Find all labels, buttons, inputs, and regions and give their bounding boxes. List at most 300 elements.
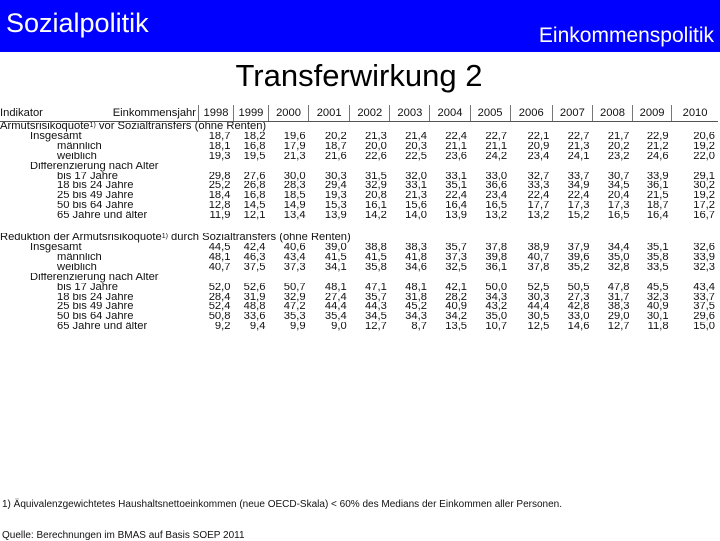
value-cell	[233, 273, 268, 283]
year-header: 2000	[268, 105, 308, 122]
value-cell: 32,9	[365, 181, 387, 192]
value-cell: 42,1	[445, 282, 468, 293]
value-cell: 30,5	[527, 312, 550, 323]
value-cell: 34,9	[567, 181, 590, 192]
value-cell: 21,1	[485, 141, 508, 152]
row-label: weiblich	[57, 262, 97, 273]
value-cell: 13,9	[324, 211, 347, 222]
value-cell: 33,3	[527, 181, 550, 192]
value-cell: 21,1	[445, 141, 468, 152]
value-cell: 20,2	[607, 141, 630, 152]
value-cell: 41,8	[405, 252, 427, 263]
value-cell: 38,8	[365, 242, 387, 253]
value-cell: 50,7	[283, 282, 306, 293]
value-cell: 32,9	[283, 292, 306, 303]
value-cell: 14,9	[283, 201, 306, 212]
value-cell: 29,6	[693, 312, 715, 323]
value-cell: 18,5	[283, 191, 306, 202]
value-cell	[633, 273, 672, 283]
value-cell: 41,5	[324, 252, 347, 263]
value-cell: 22,4	[527, 191, 550, 202]
value-cell	[470, 273, 510, 283]
row-label: 18 bis 24 Jahre	[57, 292, 134, 303]
value-cell: 40,9	[646, 302, 669, 313]
value-cell: 14,2	[365, 211, 387, 222]
header-label-cell	[0, 105, 199, 122]
table-row	[0, 243, 718, 253]
value-cell: 31,8	[405, 292, 427, 303]
value-cell: 27,3	[567, 292, 590, 303]
value-cell: 35,0	[607, 252, 630, 263]
table-row	[0, 312, 718, 322]
value-cell: 37,5	[243, 262, 266, 273]
section-title	[0, 122, 718, 132]
value-cell	[430, 162, 470, 172]
year-header: 2006	[510, 105, 552, 122]
value-cell	[672, 273, 718, 283]
value-cell: 33,0	[485, 171, 508, 182]
value-cell: 29,1	[693, 171, 715, 182]
table-row	[0, 181, 718, 191]
value-cell: 35,8	[365, 262, 387, 273]
value-cell: 20,0	[365, 141, 387, 152]
value-cell: 21,3	[365, 131, 387, 142]
value-cell: 11,9	[209, 211, 231, 222]
value-cell: 21,2	[646, 141, 669, 152]
section-title-row	[0, 233, 718, 243]
value-cell: 50,8	[208, 312, 231, 323]
table-row	[0, 263, 718, 273]
value-cell: 31,9	[243, 292, 266, 303]
year-header: 2010	[672, 105, 718, 122]
table-row	[0, 142, 718, 152]
value-cell: 13,9	[445, 211, 468, 222]
value-cell: 23,6	[445, 151, 468, 162]
value-cell: 35,7	[365, 292, 387, 303]
value-cell: 18,4	[208, 191, 231, 202]
footnote-marker: 1)	[161, 233, 168, 241]
value-cell: 22,4	[567, 191, 590, 202]
row-label: 50 bis 64 Jahre	[57, 201, 134, 212]
value-cell: 16,7	[693, 211, 715, 222]
value-cell: 40,7	[208, 262, 231, 273]
section-title	[0, 233, 718, 243]
value-cell: 9,0	[331, 322, 347, 333]
row-label: Differenzierung nach Alter	[30, 272, 159, 283]
value-cell: 16,1	[365, 201, 387, 212]
value-cell: 23,4	[527, 151, 550, 162]
row-label: 18 bis 24 Jahre	[57, 181, 134, 192]
section-title-row	[0, 122, 718, 132]
table-row	[0, 302, 718, 312]
value-cell: 34,3	[485, 292, 508, 303]
value-cell: 45,2	[405, 302, 427, 313]
row-label: männlich	[57, 252, 102, 263]
value-cell: 18,2	[243, 131, 266, 142]
value-cell: 20,4	[607, 191, 630, 202]
value-cell: 35,0	[485, 312, 508, 323]
table-row	[0, 293, 718, 303]
value-cell: 29,4	[324, 181, 347, 192]
value-cell: 44,3	[365, 302, 387, 313]
value-cell: 24,6	[646, 151, 669, 162]
year-header: 2005	[470, 105, 510, 122]
header-row	[0, 105, 718, 122]
value-cell: 35,1	[646, 242, 669, 253]
value-cell: 24,1	[567, 151, 590, 162]
value-cell: 9,4	[249, 322, 266, 333]
value-cell: 21,3	[405, 191, 427, 202]
value-cell: 19,2	[693, 141, 715, 152]
value-cell: 22,4	[445, 131, 468, 142]
value-cell: 35,2	[567, 262, 590, 273]
value-cell: 34,4	[607, 242, 630, 253]
value-cell: 26,8	[243, 181, 266, 192]
value-cell: 22,5	[405, 151, 427, 162]
value-cell: 18,1	[208, 141, 231, 152]
year-label: Einkommensjahr	[112, 107, 197, 119]
value-cell: 32,8	[607, 262, 630, 273]
value-cell: 52,5	[527, 282, 550, 293]
value-cell: 22,4	[445, 191, 468, 202]
value-cell: 33,9	[693, 252, 715, 263]
section-title-rest: vor Sozialtransfers (ohne Renten)	[95, 121, 267, 132]
value-cell: 17,7	[527, 201, 550, 212]
value-cell: 21,5	[646, 191, 669, 202]
value-cell: 37,8	[485, 242, 508, 253]
value-cell: 16,8	[243, 191, 266, 202]
value-cell: 16,5	[607, 211, 630, 222]
section-title-text: Armutsrisikoquote	[0, 121, 90, 132]
value-cell: 44,5	[208, 242, 231, 253]
table-row	[0, 211, 718, 221]
value-cell: 37,3	[283, 262, 306, 273]
value-cell: 32,6	[693, 242, 715, 253]
value-cell: 17,3	[607, 201, 630, 212]
value-cell: 52,0	[208, 282, 231, 293]
value-cell: 22,0	[693, 151, 715, 162]
year-header: 2003	[390, 105, 430, 122]
value-cell: 43,4	[693, 282, 715, 293]
value-cell: 44,4	[527, 302, 550, 313]
value-cell: 31,7	[607, 292, 630, 303]
row-label: 25 bis 49 Jahre	[57, 302, 134, 313]
value-cell	[470, 162, 510, 172]
row-label: 65 Jahre und älter	[57, 211, 148, 222]
value-cell: 34,5	[365, 312, 387, 323]
value-cell: 20,8	[365, 191, 387, 202]
spacer-row	[0, 221, 718, 233]
value-cell: 22,7	[567, 131, 590, 142]
value-cell	[672, 162, 718, 172]
value-cell: 39,8	[485, 252, 508, 263]
section-title-rest: durch Sozialtransfers (ohne Renten)	[167, 233, 351, 243]
value-cell: 21,6	[324, 151, 347, 162]
year-header: 2009	[633, 105, 672, 122]
value-cell: 46,3	[243, 252, 266, 263]
value-cell: 19,2	[693, 191, 715, 202]
value-cell	[309, 273, 350, 283]
value-cell: 33,7	[567, 171, 590, 182]
year-header: 2004	[430, 105, 470, 122]
value-cell: 37,5	[693, 302, 715, 313]
year-header: 2002	[350, 105, 390, 122]
row-label: weiblich	[57, 151, 97, 162]
value-cell: 22,7	[485, 131, 508, 142]
value-cell: 19,3	[208, 151, 231, 162]
value-cell: 14,0	[405, 211, 427, 222]
value-cell: 28,2	[445, 292, 468, 303]
value-cell: 33,9	[646, 171, 669, 182]
value-cell: 40,7	[527, 252, 550, 263]
value-cell: 34,3	[405, 312, 427, 323]
value-cell: 40,9	[445, 302, 468, 313]
value-cell	[592, 273, 632, 283]
value-cell: 42,8	[567, 302, 590, 313]
section-title: Sozialpolitik	[6, 8, 149, 38]
value-cell: 30,0	[283, 171, 306, 182]
value-cell: 27,4	[324, 292, 347, 303]
value-cell: 33,1	[445, 171, 468, 182]
value-cell: 17,3	[567, 201, 590, 212]
value-cell: 15,6	[405, 201, 427, 212]
value-cell: 19,6	[283, 131, 306, 142]
value-cell: 16,4	[445, 201, 468, 212]
value-cell	[390, 162, 430, 172]
value-cell: 45,5	[646, 282, 669, 293]
value-cell: 23,2	[607, 151, 630, 162]
header-bar	[0, 0, 720, 52]
value-cell: 44,4	[324, 302, 347, 313]
value-cell: 30,2	[693, 181, 715, 192]
value-cell: 30,1	[646, 312, 669, 323]
value-cell: 50,5	[567, 282, 590, 293]
value-cell: 25,2	[208, 181, 231, 192]
value-cell: 35,8	[646, 252, 669, 263]
value-cell: 21,7	[607, 131, 630, 142]
value-cell: 47,2	[283, 302, 306, 313]
value-cell	[199, 273, 234, 283]
footnote: 1) Äquivalenzgewichtetes Haushaltsnettoeinkommen (neue OECD-Skala) < 60% des Medians der Einkommen aller Personen.	[2, 499, 563, 510]
value-cell: 34,1	[324, 262, 347, 273]
value-cell: 14,5	[243, 201, 266, 212]
value-cell: 33,1	[405, 181, 427, 192]
value-cell: 38,3	[405, 242, 427, 253]
value-cell: 30,3	[324, 171, 347, 182]
value-cell: 38,9	[527, 242, 550, 253]
value-cell: 29,0	[607, 312, 630, 323]
table-row	[0, 132, 718, 142]
table-row	[0, 172, 718, 182]
row-label: 65 Jahre und älter	[57, 322, 148, 333]
value-cell: 19,3	[324, 191, 347, 202]
value-cell	[552, 162, 592, 172]
value-cell: 16,5	[485, 201, 508, 212]
value-cell	[268, 273, 308, 283]
value-cell: 27,6	[243, 171, 266, 182]
year-header: 2001	[309, 105, 350, 122]
value-cell: 33,5	[646, 262, 669, 273]
value-cell: 12,5	[527, 322, 550, 333]
value-cell: 33,7	[693, 292, 715, 303]
value-cell: 13,2	[527, 211, 550, 222]
table-row	[0, 322, 718, 332]
value-cell: 9,2	[214, 322, 231, 333]
year-header: 1999	[233, 105, 268, 122]
value-cell: 37,9	[567, 242, 590, 253]
value-cell: 17,9	[283, 141, 306, 152]
value-cell: 52,6	[243, 282, 266, 293]
row-label: männlich	[57, 141, 102, 152]
value-cell: 30,3	[527, 292, 550, 303]
value-cell: 33,0	[567, 312, 590, 323]
section-title-text: Reduktion der Armutsrisikoquote	[0, 233, 162, 243]
value-cell: 47,1	[365, 282, 387, 293]
year-header: 1998	[199, 105, 234, 122]
value-cell: 15,0	[693, 322, 715, 333]
value-cell: 9,9	[290, 322, 306, 333]
value-cell: 42,4	[243, 242, 266, 253]
value-cell: 39,0	[324, 242, 347, 253]
value-cell: 17,2	[693, 201, 715, 212]
value-cell: 29,8	[208, 171, 231, 182]
value-cell: 34,6	[405, 262, 427, 273]
value-cell: 12,1	[243, 211, 266, 222]
table-row	[0, 191, 718, 201]
value-cell: 13,2	[485, 211, 508, 222]
value-cell: 37,3	[445, 252, 468, 263]
table-row	[0, 201, 718, 211]
value-cell	[510, 273, 552, 283]
value-cell: 48,8	[243, 302, 266, 313]
table-row	[0, 152, 718, 162]
value-cell: 11,8	[647, 322, 669, 333]
value-cell: 43,4	[283, 252, 306, 263]
row-label: bis 17 Jahre	[57, 171, 118, 182]
year-header: 2008	[592, 105, 632, 122]
value-cell	[510, 162, 552, 172]
value-cell: 40,6	[283, 242, 306, 253]
value-cell: 34,2	[445, 312, 468, 323]
value-cell	[592, 162, 632, 172]
value-cell	[350, 273, 390, 283]
value-cell: 31,5	[365, 171, 387, 182]
value-cell: 39,6	[567, 252, 590, 263]
value-cell: 32,0	[405, 171, 427, 182]
subsection-title: Einkommenspolitik	[538, 24, 714, 47]
value-cell: 18,7	[646, 201, 669, 212]
value-cell	[390, 273, 430, 283]
value-cell: 10,7	[485, 322, 508, 333]
row-label: bis 17 Jahre	[57, 282, 118, 293]
row-label: Differenzierung nach Alter	[30, 161, 159, 172]
value-cell: 32,3	[646, 292, 669, 303]
value-cell: 12,7	[365, 322, 387, 333]
value-cell: 32,3	[693, 262, 715, 273]
value-cell: 18,7	[208, 131, 231, 142]
value-cell: 35,4	[324, 312, 347, 323]
value-cell: 12,8	[208, 201, 231, 212]
value-cell: 15,3	[324, 201, 347, 212]
value-cell: 18,7	[324, 141, 347, 152]
table-row	[0, 253, 718, 263]
value-cell: 21,3	[283, 151, 306, 162]
value-cell: 50,0	[485, 282, 508, 293]
value-cell: 35,1	[445, 181, 468, 192]
footnote-marker: 1)	[89, 122, 96, 129]
value-cell: 48,1	[405, 282, 427, 293]
year-header: 2007	[552, 105, 592, 122]
value-cell: 32,7	[527, 171, 550, 182]
value-cell: 20,3	[405, 141, 427, 152]
value-cell: 20,9	[527, 141, 550, 152]
value-cell	[199, 162, 234, 172]
table-row	[0, 273, 718, 283]
value-cell: 47,8	[607, 282, 630, 293]
value-cell: 14,6	[567, 322, 590, 333]
value-cell: 21,4	[405, 131, 427, 142]
value-cell: 22,9	[646, 131, 669, 142]
value-cell: 48,1	[208, 252, 231, 263]
value-cell: 30,7	[607, 171, 630, 182]
value-cell: 16,8	[243, 141, 266, 152]
value-cell: 22,6	[365, 151, 387, 162]
value-cell: 34,5	[607, 181, 630, 192]
table-row	[0, 283, 718, 293]
row-label: Insgesamt	[30, 242, 82, 253]
row-label: Insgesamt	[30, 131, 82, 142]
value-cell: 24,2	[485, 151, 508, 162]
row-label: 50 bis 64 Jahre	[57, 312, 134, 323]
value-cell: 23,4	[485, 191, 508, 202]
value-cell	[552, 273, 592, 283]
value-cell: 15,2	[567, 211, 590, 222]
value-cell	[430, 273, 470, 283]
source-note: Quelle: Berechnungen im BMAS auf Basis SOEP 2011	[2, 530, 245, 541]
value-cell: 22,1	[527, 131, 550, 142]
data-table	[0, 105, 718, 332]
value-cell: 19,5	[243, 151, 266, 162]
value-cell: 48,1	[324, 282, 347, 293]
value-cell: 36,1	[646, 181, 669, 192]
value-cell: 8,7	[411, 322, 427, 333]
row-label: 25 bis 49 Jahre	[57, 191, 134, 202]
value-cell: 35,3	[283, 312, 306, 323]
value-cell: 21,3	[567, 141, 590, 152]
value-cell	[233, 162, 268, 172]
value-cell: 13,4	[283, 211, 306, 222]
value-cell: 32,5	[445, 262, 468, 273]
value-cell: 52,4	[208, 302, 231, 313]
value-cell: 12,7	[607, 322, 630, 333]
value-cell: 35,7	[445, 242, 468, 253]
value-cell: 20,2	[324, 131, 347, 142]
value-cell: 43,2	[485, 302, 508, 313]
value-cell: 20,6	[693, 131, 715, 142]
value-cell: 36,6	[485, 181, 508, 192]
value-cell: 16,4	[646, 211, 669, 222]
value-cell: 37,8	[527, 262, 550, 273]
value-cell: 33,6	[243, 312, 266, 323]
value-cell	[350, 162, 390, 172]
table-row	[0, 162, 718, 172]
value-cell: 36,1	[485, 262, 508, 273]
value-cell	[268, 162, 308, 172]
value-cell: 28,4	[208, 292, 231, 303]
value-cell: 13,5	[445, 322, 468, 333]
indicator-label: Indikator	[0, 107, 43, 119]
value-cell	[633, 162, 672, 172]
